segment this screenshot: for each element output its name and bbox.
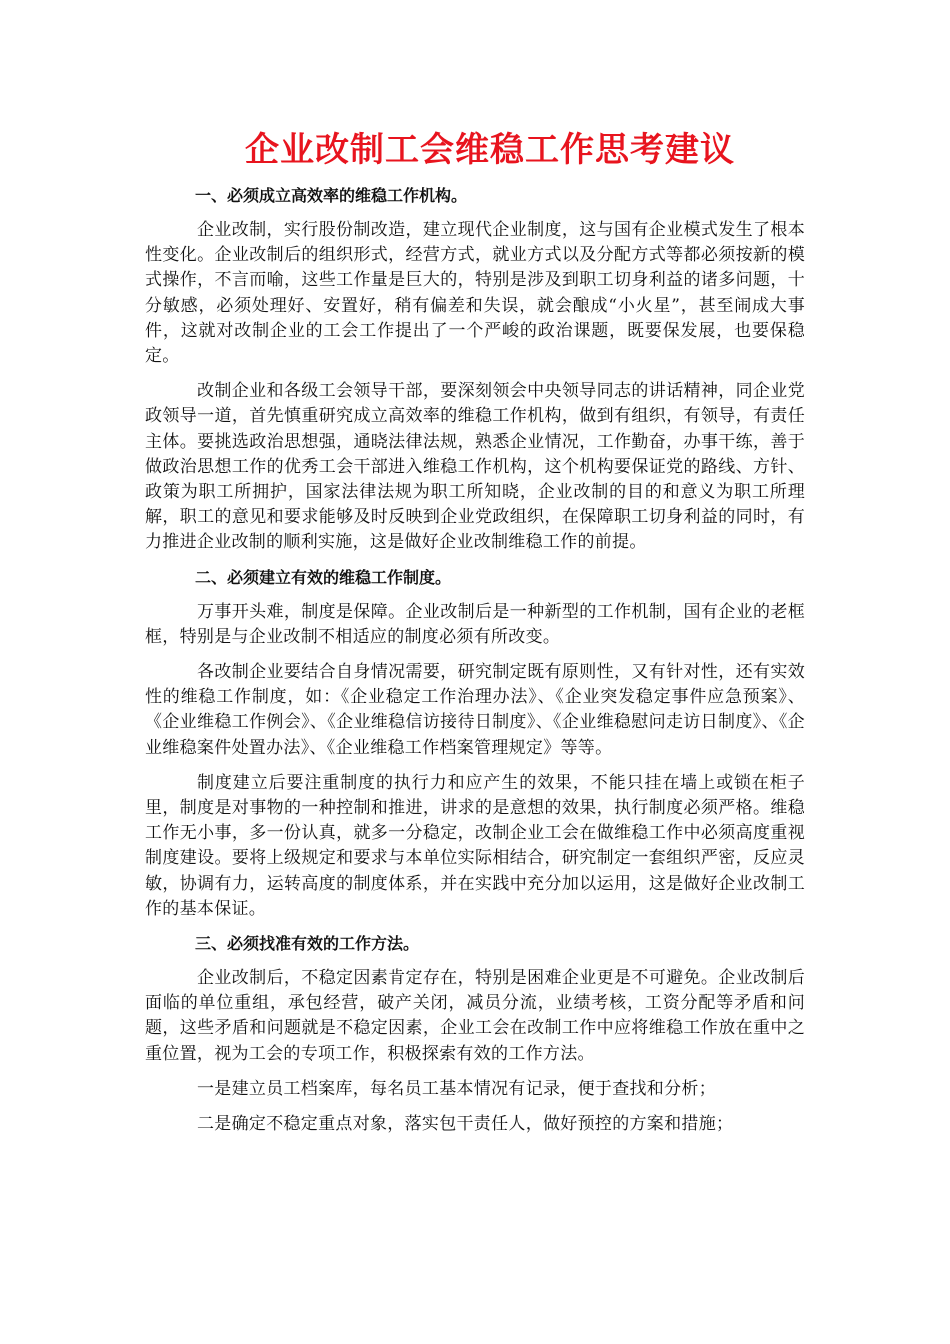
section-heading: 一、必须成立高效率的维稳工作机构。 — [195, 186, 468, 205]
paragraph: 二是确定不稳定重点对象，落实包干责任人，做好预控的方案和措施； — [197, 1114, 734, 1135]
section-heading: 三、必须找准有效的工作方法。 — [195, 934, 420, 954]
paragraph: 制度建立后要注重制度的执行力和应产生的效果，不能只挂在墙上或锁在柜子里，制度是对事物的一种控制和推进，讲求的是意想的效果，执行制度必须严格。维稳工作无小事，多一份认真，就多一分稳定，改制企业工会在做维稳工作中必须高度重视制度建设。要将上级规定和要求与本单位实际相结合，研究制定一套组织严密，反应灵敏，协调有力，运转高度的制度体系，并在实践中充分加以运用，这是做好企业改制工作的基本保证。 — [145, 772, 805, 919]
section-1 — [145, 184, 805, 556]
section-heading: 二、必须建立有效的维稳工作制度。 — [195, 567, 452, 587]
section-2 — [145, 566, 805, 922]
paragraph: 改制企业和各级工会领导干部，要深刻领会中央领导同志的讲话精神，同企业党政领导一道，首先慎重研究成立高效率的维稳工作机构，做到有组织，有领导，有责任主体。要挑选政治思想强，通晓法律法规，熟悉企业情况，工作勤奋，办事干练，善于做政治思想工作的优秀工会干部进入维稳工作机构，这个机构要保证党的路线、方针、政策为职工所拥护，国家法律法规为职工所知晓，企业改制的目的和意义为职工所理解，职工的意见和要求能够及时反映到企业党政组织，在保障职工切身利益的同时，有力推进企业改制的顺利实施，这是做好企业改制维稳工作的前提。 — [145, 381, 805, 553]
paragraph: 万事开头难，制度是保障。企业改制后是一种新型的工作机制，国有企业的老框框，特别是与企业改制不相适应的制度必须有所改变。 — [145, 601, 805, 647]
paragraph: 企业改制后，不稳定因素肯定存在，特别是困难企业更是不可避免。企业改制后面临的单位重组，承包经营，破产关闭，减员分流，业绩考核，工资分配等矛盾和问题，这些矛盾和问题就是不稳定因素，企业工会在改制工作中应将维稳工作放在重中之重位置，视为工会的专项工作，积极探索有效的工作方法。 — [145, 968, 805, 1064]
section-3 — [145, 932, 805, 1137]
document-title: 企业改制工会维稳工作思考建议 — [245, 130, 735, 170]
document-page — [145, 128, 805, 1147]
paragraph: 企业改制，实行股份制改造，建立现代企业制度，这与国有企业模式发生了根本性变化。企业改制后的组织形式，经营方式，就业方式以及分配方式等都必须按新的模式操作，不言而喻，这些工作量是巨大的，特别是涉及到职工切身利益的诸多问题，十分敏感，必须处理好、安置好，稍有偏差和失误，就会酿成“小火星”，甚至闹成大事件，这就对改制企业的工会工作提出了一个严峻的政治课题，既要保发展，也要保稳定。 — [145, 220, 805, 367]
paragraph: 各改制企业要结合自身情况需要，研究制定既有原则性，又有针对性，还有实效性的维稳工作制度，如：《企业稳定工作治理办法》、《企业突发稳定事件应急预案》、《企业维稳工作例会》、《企业维稳信访接待日制度》、《企业维稳慰问走访日制度》、《企业维稳案件处置办法》、《企业维稳工作档案管理规定》等等。 — [145, 662, 805, 758]
paragraph: 一是建立员工档案库，每名员工基本情况有记录，便于查找和分析； — [197, 1078, 716, 1099]
